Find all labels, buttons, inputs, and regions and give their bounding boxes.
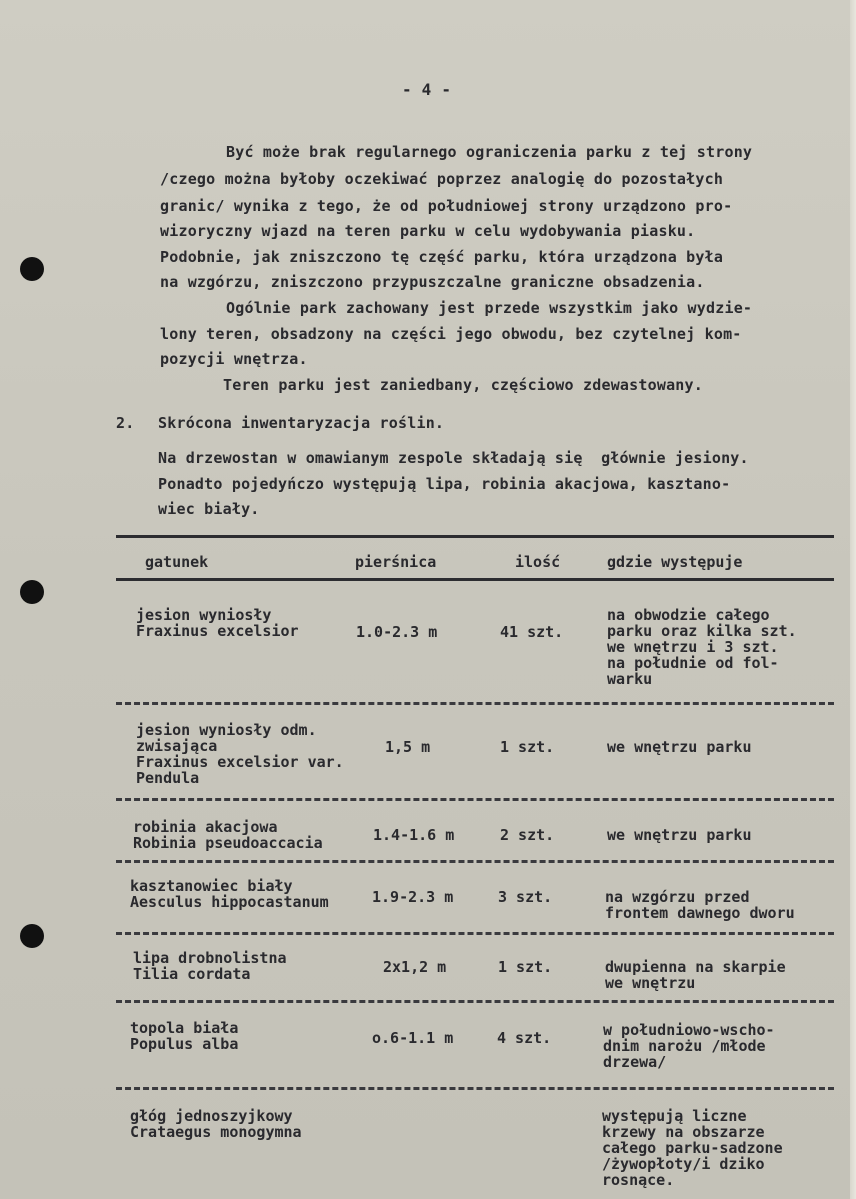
diameter-cell: 1,5 m	[385, 738, 431, 756]
paragraph-line: Podobnie, jak zniszczono tę część parku, która urządzona była	[160, 248, 724, 266]
row-divider	[116, 860, 834, 863]
species-cell: kasztanowiec biały Aesculus hippocastanum	[130, 877, 329, 911]
row-divider	[116, 932, 834, 935]
count-cell: 41 szt.	[500, 623, 564, 641]
header-count: ilość	[515, 553, 561, 571]
section-number: 2.	[116, 414, 135, 432]
paragraph-line: Teren parku jest zaniedbany, częściowo zdewastowany.	[223, 376, 703, 394]
paragraph-line: pozycji wnętrza.	[160, 350, 308, 368]
paragraph-line: /czego można byłoby oczekiwać poprzez analogię do pozostałych	[160, 170, 724, 188]
paragraph-line: wizoryczny wjazd na teren parku w celu wydobywania piasku.	[160, 222, 696, 240]
species-cell: topola biała Populus alba	[130, 1019, 239, 1053]
count-cell: 4 szt.	[497, 1029, 552, 1047]
location-cell: we wnętrzu parku	[607, 826, 752, 844]
section-intro-line: Na drzewostan w omawianym zespole składają się głównie jesiony.	[158, 449, 749, 467]
species-cell: lipa drobnolistna Tilia cordata	[133, 949, 287, 983]
table-top-rule	[116, 535, 834, 538]
species-cell: głóg jednoszyjkowy Crataegus monogymna	[130, 1107, 302, 1141]
row-divider	[116, 1087, 834, 1090]
row-divider	[116, 798, 834, 801]
paper-edge	[850, 0, 856, 1199]
location-cell: na obwodzie całego parku oraz kilka szt. we wnętrzu i 3 szt. na południe od fol- warku	[607, 606, 797, 688]
diameter-cell: o.6-1.1 m	[372, 1029, 454, 1047]
paragraph-line: na wzgórzu, zniszczono przypuszczalne graniczne obsadzenia.	[160, 273, 705, 291]
location-cell: we wnętrzu parku	[607, 738, 752, 756]
section-title: Skrócona inwentaryzacja roślin.	[158, 414, 445, 432]
diameter-cell: 1.0-2.3 m	[356, 623, 438, 641]
diameter-cell: 2x1,2 m	[383, 958, 447, 976]
paragraph-line: Być może brak regularnego ograniczenia parku z tej strony	[226, 143, 753, 161]
count-cell: 1 szt.	[498, 958, 553, 976]
punch-hole	[20, 257, 44, 281]
species-cell: jesion wyniosły Fraxinus excelsior	[136, 606, 299, 640]
paragraph-line: granic/ wynika z tego, że od południowej strony urządzono pro-	[160, 197, 733, 215]
location-cell: w południowo-wscho- dnim narożu /młode drzewa/	[603, 1021, 775, 1071]
diameter-cell: 1.4-1.6 m	[373, 826, 455, 844]
paragraph-line: Ogólnie park zachowany jest przede wszystkim jako wydzie-	[226, 299, 753, 317]
location-cell: na wzgórzu przed frontem dawnego dworu	[605, 888, 795, 922]
count-cell: 1 szt.	[500, 738, 555, 756]
row-divider	[116, 702, 834, 705]
paragraph-line: lony teren, obsadzony na części jego obwodu, bez czytelnej kom-	[160, 325, 742, 343]
punch-hole	[20, 924, 44, 948]
location-cell: dwupienna na skarpie we wnętrzu	[605, 958, 786, 992]
section-intro-line: wiec biały.	[158, 500, 260, 518]
page-number: - 4 -	[402, 80, 452, 99]
header-diameter: pierśnica	[355, 553, 437, 571]
punch-hole	[20, 580, 44, 604]
location-cell: występują liczne krzewy na obszarze całego parku-sadzone /żywopłoty/i dziko rosnące.	[602, 1107, 783, 1189]
diameter-cell: 1.9-2.3 m	[372, 888, 454, 906]
count-cell: 2 szt.	[500, 826, 555, 844]
header-location: gdzie występuje	[607, 553, 743, 571]
count-cell: 3 szt.	[498, 888, 553, 906]
section-intro-line: Ponadto pojedyńczo występują lipa, robinia akacjowa, kasztano-	[158, 475, 731, 493]
species-cell: jesion wyniosły odm. zwisająca Fraxinus excelsior var. Pendula	[136, 721, 344, 787]
header-species: gatunek	[145, 553, 209, 571]
header-rule	[116, 578, 834, 581]
row-divider	[116, 1000, 834, 1003]
species-cell: robinia akacjowa Robinia pseudoaccacia	[133, 818, 323, 852]
